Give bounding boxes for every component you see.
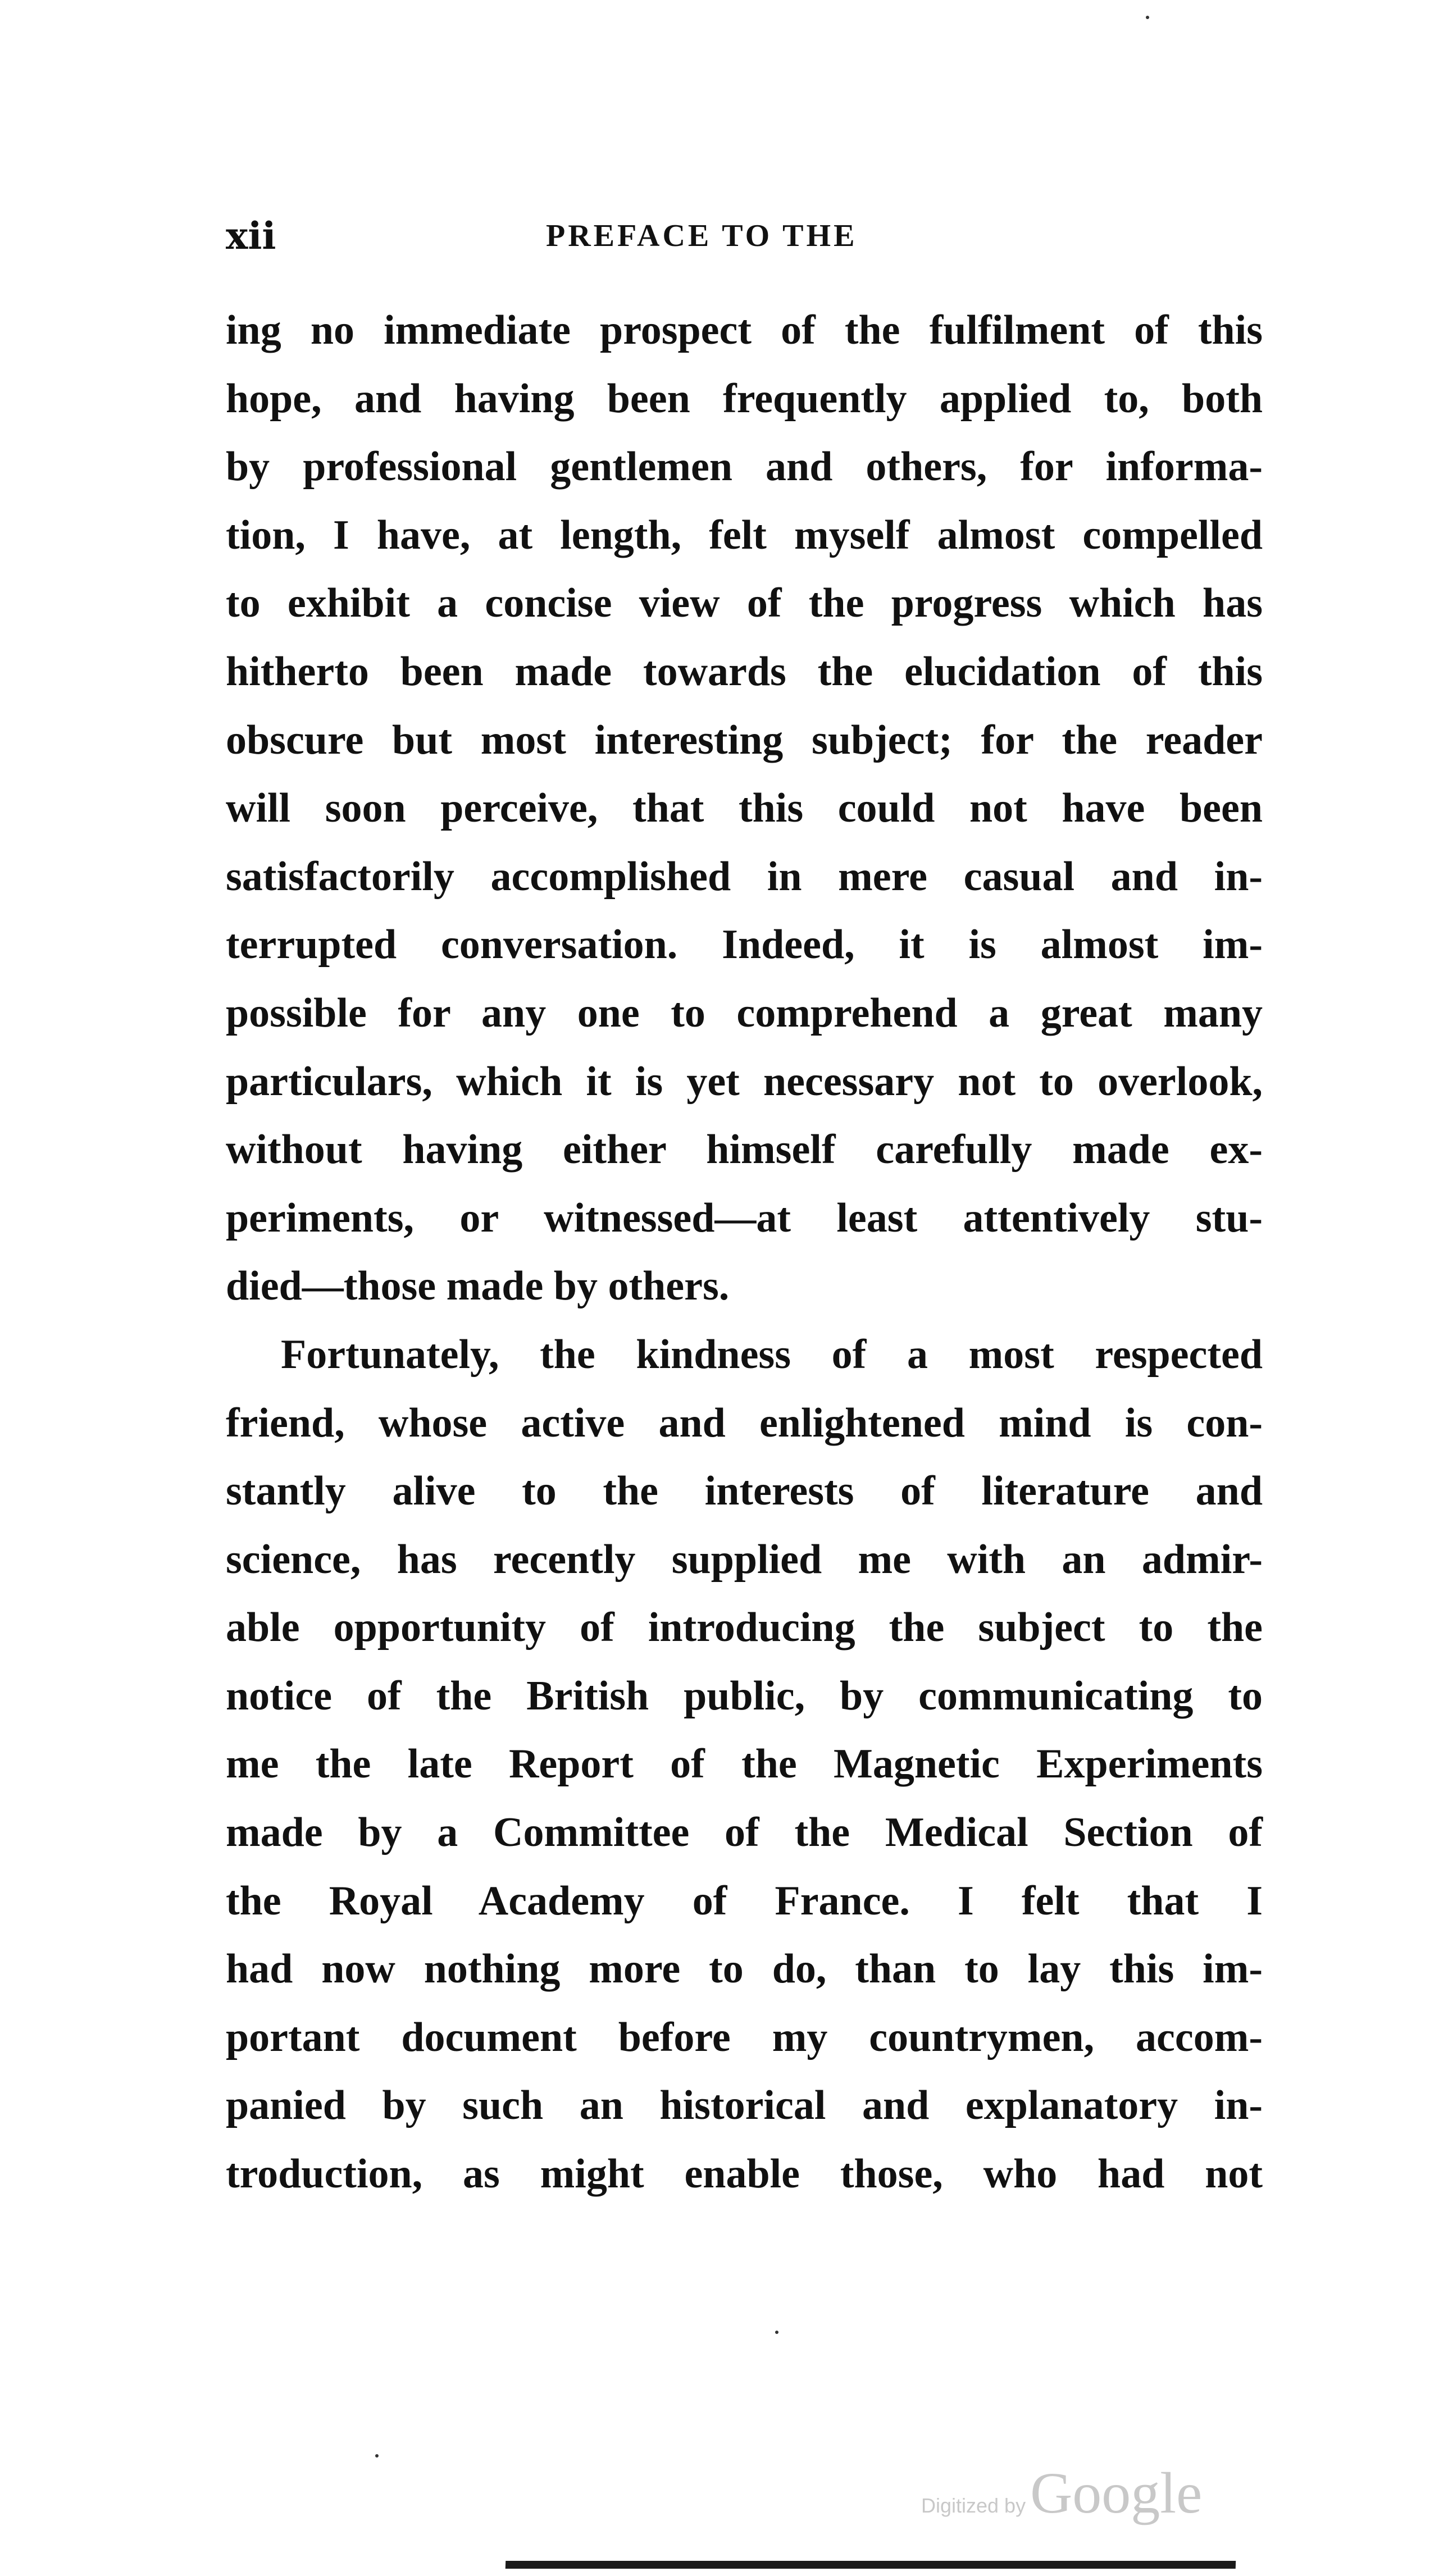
body-text xyxy=(226,297,1263,2209)
text-line: satisfactorily accomplished in mere casual and in- xyxy=(226,853,1263,900)
text-line: hitherto been made towards the elucidation of this xyxy=(226,648,1263,695)
text-line: stantly alive to the interests of literature and xyxy=(226,1468,1263,1515)
paragraph-start-line: Fortunately, the kindness of a most respected xyxy=(281,1331,1263,1378)
text-line: had now nothing more to do, than to lay this im- xyxy=(226,1946,1263,1993)
text-line: terrupted conversation. Indeed, it is almost im- xyxy=(226,922,1263,968)
text-line: portant document before my countrymen, accom- xyxy=(226,2014,1263,2060)
text-line: periments, or witnessed—at least attentively stu- xyxy=(226,1194,1263,1241)
watermark-prefix: Digitized by xyxy=(921,2494,1026,2517)
running-head: PREFACE TO THE xyxy=(546,218,858,253)
text-line: able opportunity of introducing the subject to the xyxy=(226,1604,1263,1651)
scan-speck xyxy=(775,2331,778,2334)
text-line: ing no immediate prospect of the fulfilment of this xyxy=(226,307,1263,353)
page-number: xii xyxy=(226,214,276,258)
page-header xyxy=(226,213,1263,258)
text-line: science, has recently supplied me with an admir- xyxy=(226,1536,1263,1583)
text-line: panied by such an historical and explanatory in- xyxy=(226,2082,1263,2129)
text-line: the Royal Academy of France. I felt that I xyxy=(226,1877,1263,1924)
text-line: without having either himself carefully made ex- xyxy=(226,1127,1263,1173)
text-line: me the late Report of the Magnetic Experiments xyxy=(226,1741,1263,1788)
text-line: obscure but most interesting subject; for the reader xyxy=(226,717,1263,763)
text-line: particulars, which it is yet necessary not to overlook, xyxy=(226,1058,1263,1105)
text-line: by professional gentlemen and others, for informa- xyxy=(226,444,1263,490)
text-line: troduction, as might enable those, who had not xyxy=(226,2151,1263,2197)
scan-edge xyxy=(506,2561,1236,2569)
text-line: notice of the British public, by communicating to xyxy=(226,1672,1263,1719)
text-line: to exhibit a concise view of the progress which has xyxy=(226,580,1263,627)
text-line: possible for any one to comprehend a great many xyxy=(226,990,1263,1036)
text-line: tion, I have, at length, felt myself almost compelled xyxy=(226,512,1263,558)
google-logo: Google xyxy=(1030,2461,1203,2525)
text-line: friend, whose active and enlightened mind is con- xyxy=(226,1399,1263,1446)
scan-speck xyxy=(375,2454,379,2458)
digitized-by-google-watermark xyxy=(921,2460,1224,2525)
text-line: will soon perceive, that this could not have been xyxy=(226,785,1263,832)
scan-speck xyxy=(1146,16,1149,19)
paragraph-end-line: died—those made by others. xyxy=(226,1263,730,1310)
text-line: hope, and having been frequently applied to, both xyxy=(226,375,1263,422)
text-line: made by a Committee of the Medical Section of xyxy=(226,1809,1263,1856)
